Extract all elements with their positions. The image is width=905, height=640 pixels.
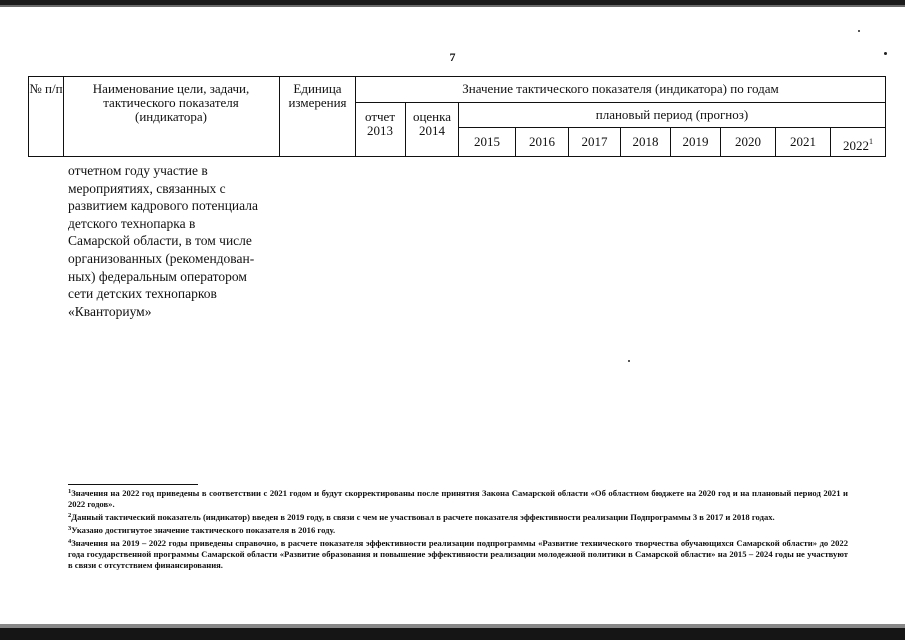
- page-number: 7: [449, 50, 456, 64]
- footnote: [68, 510, 848, 523]
- header-year: 2018: [632, 134, 659, 149]
- footnote: [68, 486, 848, 510]
- header-estimate-2014: оценка 2014: [412, 109, 452, 138]
- header-values-by-year: Значение тактического показателя (индикатора) по годам: [462, 81, 779, 96]
- header-year: 2016: [529, 134, 555, 149]
- table-line: [355, 102, 886, 103]
- header-year: 2020: [735, 134, 761, 149]
- footnote-text: Указано достигнутое значение тактического показателя в 2016 году.: [71, 525, 336, 535]
- text-line: сети детских технопарков: [68, 286, 217, 302]
- footnote-mark: 4: [68, 538, 72, 545]
- table-line: [405, 102, 406, 157]
- footnotes: [68, 486, 848, 571]
- footnote-mark: 2: [68, 512, 72, 519]
- footnote-mark: 1: [68, 488, 72, 495]
- footnote-mark: 3: [68, 525, 72, 532]
- header-year: 2019: [682, 134, 709, 149]
- scan-speck: [858, 30, 860, 32]
- header-number: № п/п: [29, 81, 63, 96]
- footnote: [68, 523, 848, 536]
- footnote-mark: 1: [869, 137, 873, 146]
- text-line: развитием кадрового потенциала: [68, 198, 258, 214]
- header-year-2022: [831, 135, 885, 153]
- table-line: [885, 76, 886, 157]
- table-line: [458, 127, 886, 128]
- scan-bottom-border: [0, 628, 905, 640]
- header-year: 2017: [581, 134, 608, 149]
- header-plan-period: плановый период (прогноз): [595, 107, 749, 122]
- header-indicator-name: Наименование цели, задачи, тактического показателя (индикатора): [92, 81, 250, 124]
- text-line: ных) федеральным оператором: [68, 268, 247, 284]
- table-line: [28, 156, 886, 157]
- footnote-separator: [68, 484, 198, 485]
- table-line: [63, 76, 64, 157]
- scan-top-border-shadow: [0, 5, 905, 7]
- text-line: Самарской области, в том числе: [68, 233, 252, 249]
- footnote-text: Значения на 2022 год приведены в соответствии с 2021 годом и будут скорректированы после принятия Закона Самарской области «Об областном бюджете на 2020 год и на плановый период 2021 и 2022 годов».: [68, 488, 848, 509]
- header-year: 2015: [474, 134, 500, 149]
- header-unit: Единица измерения: [288, 81, 347, 110]
- text-line: детского технопарка в: [68, 215, 196, 231]
- header-report-2013: отчет 2013: [365, 109, 395, 138]
- footnote: [68, 536, 848, 571]
- table-line: [28, 76, 886, 77]
- text-line: «Кванториум»: [68, 303, 152, 319]
- scan-speck: [628, 360, 630, 362]
- footnote-text: Значения на 2019 – 2022 годы приведены справочно, в расчете показателя эффективности реализации подпрограммы «Развитие технического творчества обучающихся Самарской области» до 2022 года государственной программы Самарской области «Развитие образования и повышение эффективности реализации молодежной политики в Самарской области» на 2015 – 2024 годы не участвуют в связи с отсутствием финансирования.: [68, 538, 848, 570]
- text-line: мероприятиях, связанных с: [68, 180, 226, 196]
- text-line: отчетном году участие в: [68, 163, 208, 178]
- text-line: организованных (рекомендован-: [68, 250, 255, 266]
- indicator-description: [68, 162, 283, 320]
- header-year: 2021: [790, 134, 816, 149]
- year-label: 2022: [843, 138, 869, 153]
- footnote-text: Данный тактический показатель (индикатор) введен в 2019 году, в связи с чем не участвовал в расчете показателя эффективности реализации Подпрограммы 3 в 2017 и 2018 годах.: [71, 512, 775, 522]
